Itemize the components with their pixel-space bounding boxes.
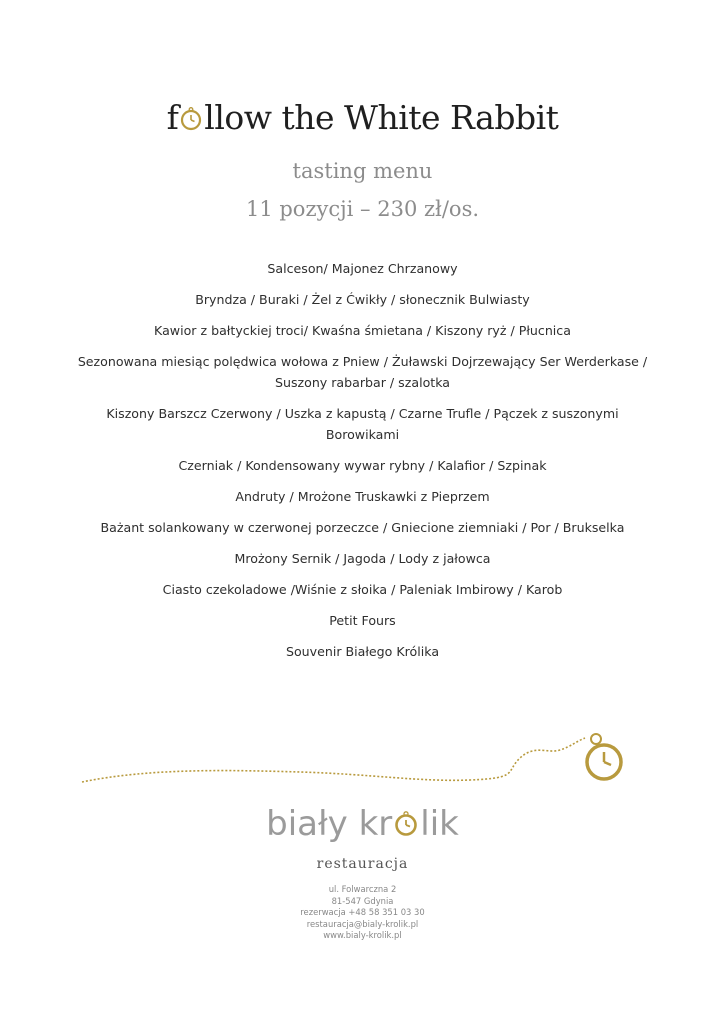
brand-name-part1: biały kr [266,804,393,844]
menu-item: Andruty / Mrożone Truskawki z Pieprzem [235,489,490,504]
title-rest: llow the White Rabbit [204,98,559,137]
menu-item: Kawior z bałtyckiej troci/ Kwaśna śmietana / Kiszony ryż / Płucnica [154,323,571,338]
brand-name-part2: lik [420,804,459,844]
menu-item: Kiszony Barszcz Czerwony / Uszka z kapustą / Czarne Trufle / Pączek z suszonymi Borowikami [106,406,619,442]
address-email[interactable]: restauracja@bialy-krolik.pl [306,918,419,929]
menu-price: 11 pozycji – 230 zł/os. [245,197,480,221]
brand-logo [0,804,725,844]
menu-item: Bryndza / Buraki / Żel z Ćwikły / słonecznik Bulwiasty [195,292,530,307]
menu-list [75,258,650,672]
menu-item: Petit Fours [329,613,396,628]
pocket-watch-icon [393,806,419,832]
pocket-watch-icon [587,734,621,779]
pocket-watch-icon [179,100,203,124]
menu-item: Souvenir Białego Królika [285,644,440,659]
menu-item: Mrożony Sernik / Jagoda / Lody z jałowca [234,551,491,566]
address-web[interactable]: www.bialy-krolik.pl [323,930,402,940]
menu-item: Ciasto czekoladowe /Wiśnie z słoika / Paleniak Imbirowy / Karob [162,582,563,597]
watch-chain-decoration [0,720,725,800]
menu-item: Bażant solankowany w czerwonej porzeczce / Gniecione ziemniaki / Por / Brukselka [100,520,625,535]
address-city: 81-547 Gdynia [331,895,394,906]
menu-title [0,98,725,137]
menu-item: Czerniak / Kondensowany wywar rybny / Kalafior / Szpinak [178,458,547,473]
menu-item: Salceson/ Majonez Chrzanowy [267,261,458,276]
address-phone: rezerwacja +48 58 351 03 30 [300,907,425,917]
brand-subtitle: restauracja [316,856,409,872]
title-initial: f [166,98,179,137]
address-street: ul. Folwarczna 2 [328,884,397,894]
menu-subtitle: tasting menu [292,159,433,183]
address-block [0,884,725,942]
menu-item: Sezonowana miesiąc polędwica wołowa z Pniew / Żuławski Dojrzewający Ser Werderkase / Suszony rabarbar / szalotka [77,354,648,390]
